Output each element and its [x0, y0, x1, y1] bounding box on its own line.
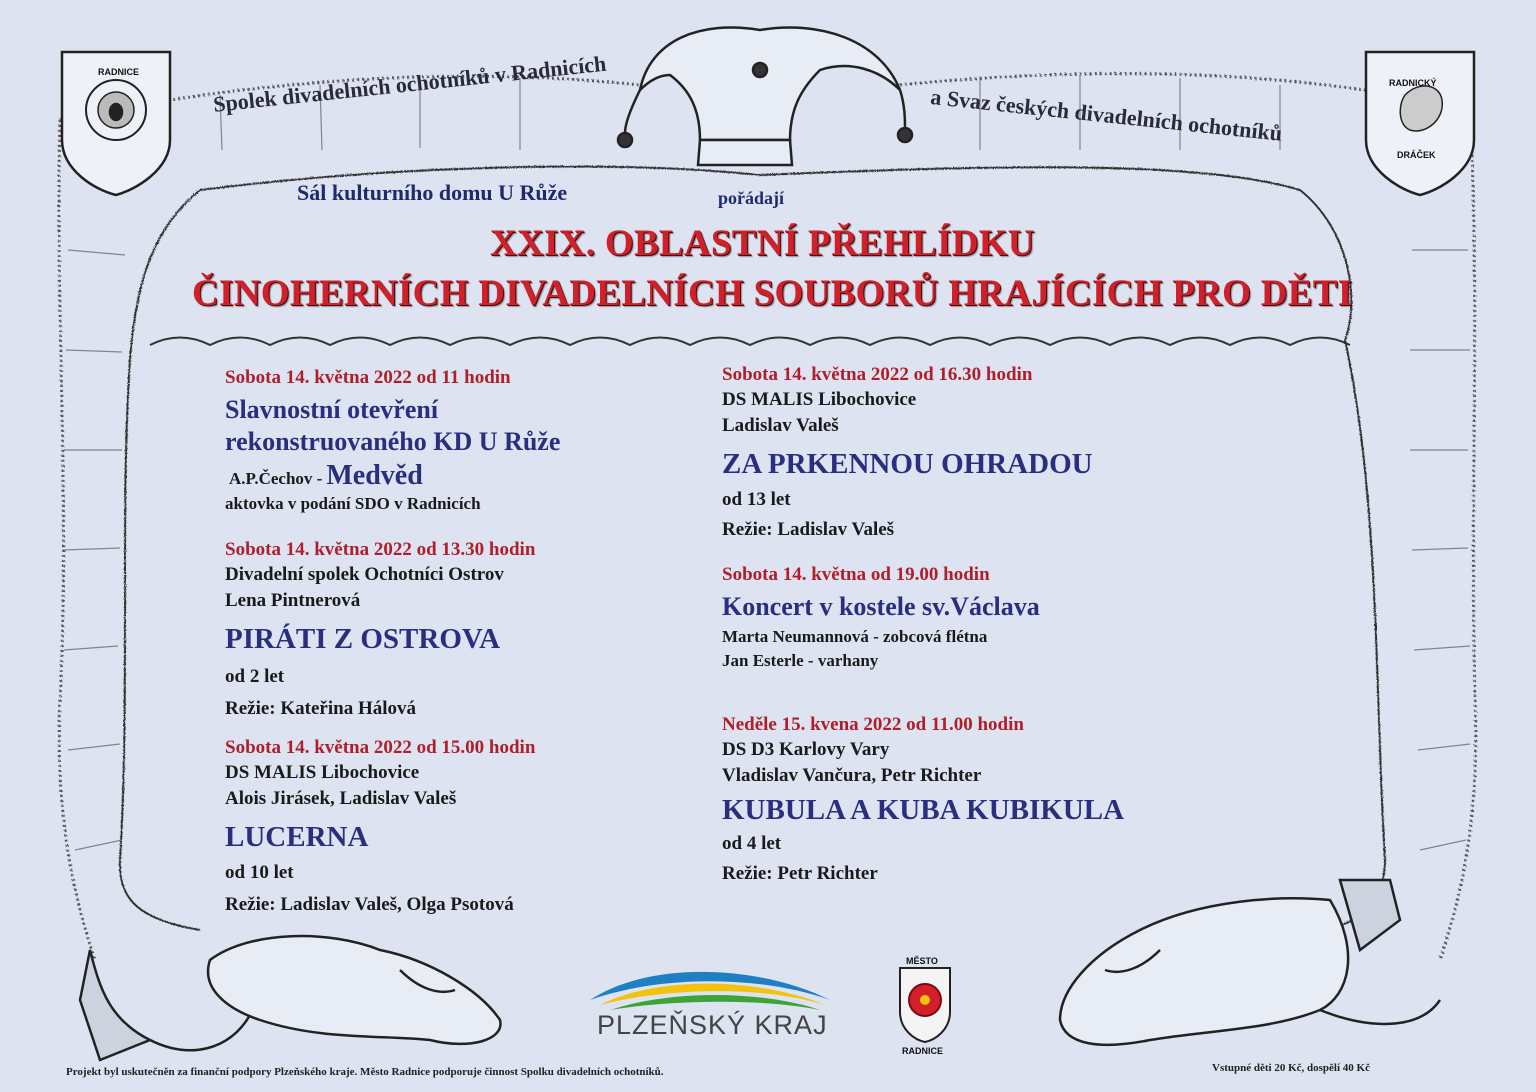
event-1-note: aktovka v podání SDO v Radnicích [225, 494, 481, 513]
right-badge-bottom-text: DRÁČEK [1397, 150, 1436, 160]
right-badge-top-text: RADNICKÝ [1389, 78, 1437, 88]
title-line-1: XXIX. OBLASTNÍ PŘEHLÍDKU [490, 223, 1035, 264]
event-2-ensemble: Divadelní spolek Ochotníci Ostrov [225, 564, 504, 585]
mesto-top-text: MĚSTO [906, 956, 938, 966]
left-column [225, 366, 560, 918]
jester-hat-drawing [618, 28, 912, 166]
mesto-radnice-crest [900, 968, 950, 1042]
left-dragon-head [80, 936, 500, 1060]
event-2-date: Sobota 14. května 2022 od 13.30 hodin [225, 539, 536, 560]
event-2-age: od 2 let [225, 666, 285, 687]
event-3-ensemble: DS MALIS Libochovice [225, 762, 420, 783]
footer-support: Projekt byl uskutečněn za finanční podpory Plzeňského kraje. Město Radnice podporuje činnost Spolku divadelních ochotníků. [66, 1066, 664, 1078]
event-1-date: Sobota 14. května 2022 od 11 hodin [225, 367, 511, 388]
event-5-performer-1: Marta Neumannová - zobcová flétna [722, 627, 988, 646]
plzen-logo-text: PLZEŇSKÝ KRAJ [597, 1010, 828, 1040]
mesto-bottom-text: RADNICE [902, 1046, 944, 1056]
event-2-play: PIRÁTI Z OSTROVA [225, 623, 501, 655]
event-4-ensemble: DS MALIS Libochovice [722, 389, 917, 410]
event-6-director: Režie: Petr Richter [722, 863, 878, 884]
event-1-play: Medvěd [326, 460, 423, 491]
event-3-author: Alois Jirásek, Ladislav Valeš [225, 788, 457, 809]
event-6-ensemble: DS D3 Karlovy Vary [722, 739, 890, 760]
event-6-age: od 4 let [722, 833, 782, 854]
event-5-title: Koncert v kostele sv.Václava [722, 592, 1040, 621]
event-6-author: Vladislav Vančura, Petr Richter [722, 765, 982, 786]
event-4-play: ZA PRKENNOU OHRADOU [722, 448, 1093, 480]
venue: Sál kulturního domu U Růže [297, 180, 568, 205]
event-3-age: od 10 let [225, 862, 294, 883]
title-line-2: ČINOHERNÍCH DIVADELNÍCH SOUBORŮ HRAJÍCÍCH PRO DĚTI [192, 273, 1353, 314]
event-4-date: Sobota 14. května 2022 od 16.30 hodin [722, 364, 1033, 385]
event-2-director: Režie: Kateřina Hálová [225, 698, 417, 719]
event-6-date: Neděle 15. kvena 2022 od 11.00 hodin [722, 714, 1024, 735]
organizer-left: Spolek divadelních ochotníků v Radnicích [212, 50, 608, 117]
event-4-author: Ladislav Valeš [722, 415, 839, 436]
event-5-performer-2: Jan Esterle - varhany [722, 651, 879, 670]
event-3-director: Režie: Ladislav Valeš, Olga Psotová [225, 894, 514, 915]
right-dragon-head [1060, 880, 1440, 1045]
event-3-play: LUCERNA [225, 821, 369, 853]
event-1-title-line-1: Slavnostní otevření [225, 395, 439, 424]
event-4-director: Režie: Ladislav Valeš [722, 519, 895, 540]
right-column [722, 363, 1124, 887]
event-4-age: od 13 let [722, 489, 791, 510]
event-6-play: KUBULA A KUBA KUBIKULA [722, 794, 1125, 826]
poradaji: pořádají [718, 188, 785, 208]
event-1-title-line-2: rekonstruovaného KD U Růže [225, 427, 561, 456]
left-badge-text: RADNICE [98, 67, 140, 77]
event-1-author: A.P.Čechov - [229, 469, 323, 488]
event-3-date: Sobota 14. května 2022 od 15.00 hodin [225, 737, 536, 758]
right-shield-badge [1366, 52, 1474, 195]
event-5-date: Sobota 14. května od 19.00 hodin [722, 564, 990, 585]
organizer-right: a Svaz českých divadelních ochotníků [929, 84, 1284, 146]
footer-price: Vstupné děti 20 Kč, dospělí 40 Kč [1212, 1062, 1370, 1074]
plzen-logo-swoosh [590, 972, 830, 1010]
event-2-author: Lena Pintnerová [225, 590, 361, 611]
